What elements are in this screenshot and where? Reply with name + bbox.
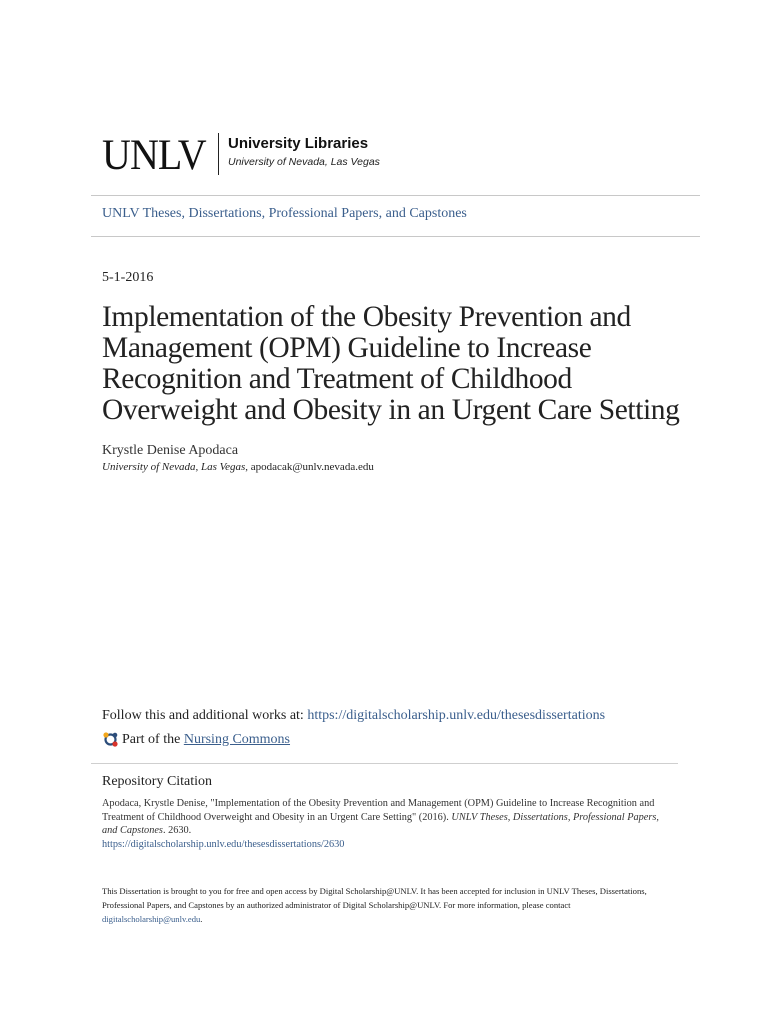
unlv-logo-wordmark: UNLV xyxy=(102,132,206,179)
publication-date: 5-1-2016 xyxy=(102,270,154,285)
part-of-line xyxy=(102,731,290,748)
collection-rule xyxy=(91,236,700,237)
access-notice xyxy=(102,884,672,926)
repository-citation-heading: Repository Citation xyxy=(102,774,213,789)
logo-subtitle: University of Nevada, Las Vegas xyxy=(228,156,380,168)
follow-text: Follow this and additional works at: xyxy=(102,708,308,723)
part-of-text: Part of the xyxy=(122,731,181,747)
citation-text: Apodaca, Krystle Denise, "Implementation of the Obesity Prevention and Management (OPM) Guideline to Increase Recognition and Treatment of Childhood Overweight and Obesity in an Urgent Care Setting" (2016). xyxy=(102,798,655,823)
author-email: , apodacak@unlv.nevada.edu xyxy=(245,461,374,473)
citation-series: UNLV Theses, Dissertations, Professional Papers, and Capstones xyxy=(102,811,659,837)
logo-university-libraries: University Libraries xyxy=(228,135,369,152)
repository-citation-text xyxy=(102,797,662,851)
collection-link[interactable]: UNLV Theses, Dissertations, Professional Papers, and Capstones xyxy=(102,206,467,221)
top-rule xyxy=(91,195,700,196)
author-affiliation xyxy=(102,462,374,473)
access-notice-text: This Dissertation is brought to you for free and open access by Digital Scholarship@UNLV. It has been accepted for inclusion in UNLV Theses, Dissertations, Professional Papers, and Capstones by an authorized administrator of Digital Scholarship@UNLV. For more information, please contact xyxy=(102,886,647,910)
citation-url-link[interactable]: https://digitalscholarship.unlv.edu/thesesdissertations/2630 xyxy=(102,838,345,850)
author-name: Krystle Denise Apodaca xyxy=(102,443,239,458)
contact-email-link[interactable]: digitalscholarship@unlv.edu xyxy=(102,914,201,924)
follow-line xyxy=(102,709,605,723)
affiliation-institution: University of Nevada, Las Vegas xyxy=(102,461,246,473)
follow-url-link[interactable]: https://digitalscholarship.unlv.edu/thesesdissertations xyxy=(307,708,606,723)
citation-number: . 2630. xyxy=(162,825,192,837)
citation-rule xyxy=(91,763,678,764)
access-notice-end: . xyxy=(200,914,203,924)
nursing-commons-link[interactable]: Nursing Commons xyxy=(183,731,291,747)
logo-divider xyxy=(218,133,219,175)
commons-network-icon xyxy=(102,731,119,748)
document-title: Implementation of the Obesity Prevention and Management (OPM) Guideline to Increase Recognition and Treatment of Childhood Overweight and Obesity in an Urgent Care Setting xyxy=(102,301,680,426)
